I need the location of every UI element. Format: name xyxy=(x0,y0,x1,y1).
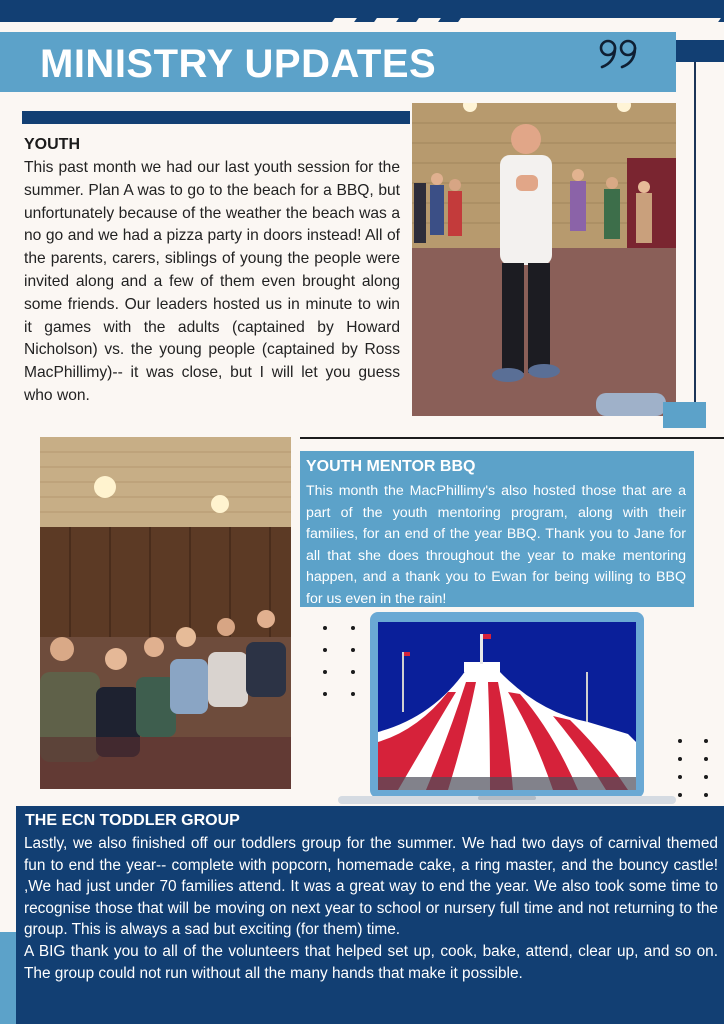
decor-dot xyxy=(323,670,327,674)
page-title: MINISTRY UPDATES xyxy=(40,42,437,86)
decor-dot xyxy=(704,793,708,797)
youth-accent-bar xyxy=(22,111,410,124)
decor-dot xyxy=(704,757,708,761)
decor-dot xyxy=(323,626,327,630)
youth-heading: YOUTH xyxy=(24,136,80,153)
decor-dot xyxy=(323,692,327,696)
right-decor-bar xyxy=(676,40,724,62)
toddler-accent-block xyxy=(0,932,16,1024)
decor-dot xyxy=(678,739,682,743)
top-decor-slant xyxy=(451,18,721,32)
section-divider xyxy=(300,437,724,439)
youth-speaker-photo xyxy=(412,103,676,416)
toddler-section xyxy=(16,806,724,1024)
mentor-section xyxy=(300,451,694,607)
right-decor-line xyxy=(694,62,696,412)
toddler-paragraph: Lastly, we also finished off our toddlers group for the summer. We had two days of carnival themed fun to end the year-- complete with popcorn, homemade cake, a ring master, and the bouncy castle! ,We had just under 70 families attend. It was a great way to end the year. We also took some time to recognise those that will be moving on next year to school or nursery full time and not returning to the group. This is always a sad but exciting (for them) time. xyxy=(24,835,718,939)
photo-accent-block xyxy=(663,402,706,428)
decor-dot xyxy=(678,793,682,797)
toddler-paragraph: A BIG thank you to all of the volunteers that helped set up, cook, bake, attend, clear up, and so on. The group could not run without all the many hands that make it possible. xyxy=(24,942,718,982)
mentor-body-text: This month the MacPhillimy's also hosted those that are a part of the youth mentoring program, along with their families, for an end of the year BBQ. Thank you to Jane for all that she does throughout the year to make mentoring happen, and a thank you to Ewan for being willing to BBQ for us even in the rain! xyxy=(306,483,686,607)
youth-audience-photo xyxy=(40,437,291,789)
laptop-circus-illustration xyxy=(338,612,676,807)
decor-dot xyxy=(704,775,708,779)
decor-dot xyxy=(678,757,682,761)
mentor-heading: YOUTH MENTOR BBQ xyxy=(306,458,476,475)
toddler-body-text xyxy=(24,833,718,984)
toddler-heading: THE ECN TODDLER GROUP xyxy=(25,812,240,829)
decor-dot xyxy=(678,775,682,779)
youth-body-text: This past month we had our last youth session for the summer. Plan A was to go to the beach for a BBQ, but unfortunately because of the weather the beach was a no go and we had a pizza party in doors instead! All of the parents, carers, siblings of young the people were invited along and a few of them even brought along some friends. Our leaders hosted us in minute to win it games with the adults (captained by Howard Nicholson) vs. the young people (captained by Ross MacPhillimy)-- it was close, but I will let you guess who won. xyxy=(24,159,400,404)
quote-icon xyxy=(597,38,643,70)
title-banner xyxy=(0,32,676,92)
decor-dot xyxy=(704,739,708,743)
decor-dot xyxy=(323,648,327,652)
